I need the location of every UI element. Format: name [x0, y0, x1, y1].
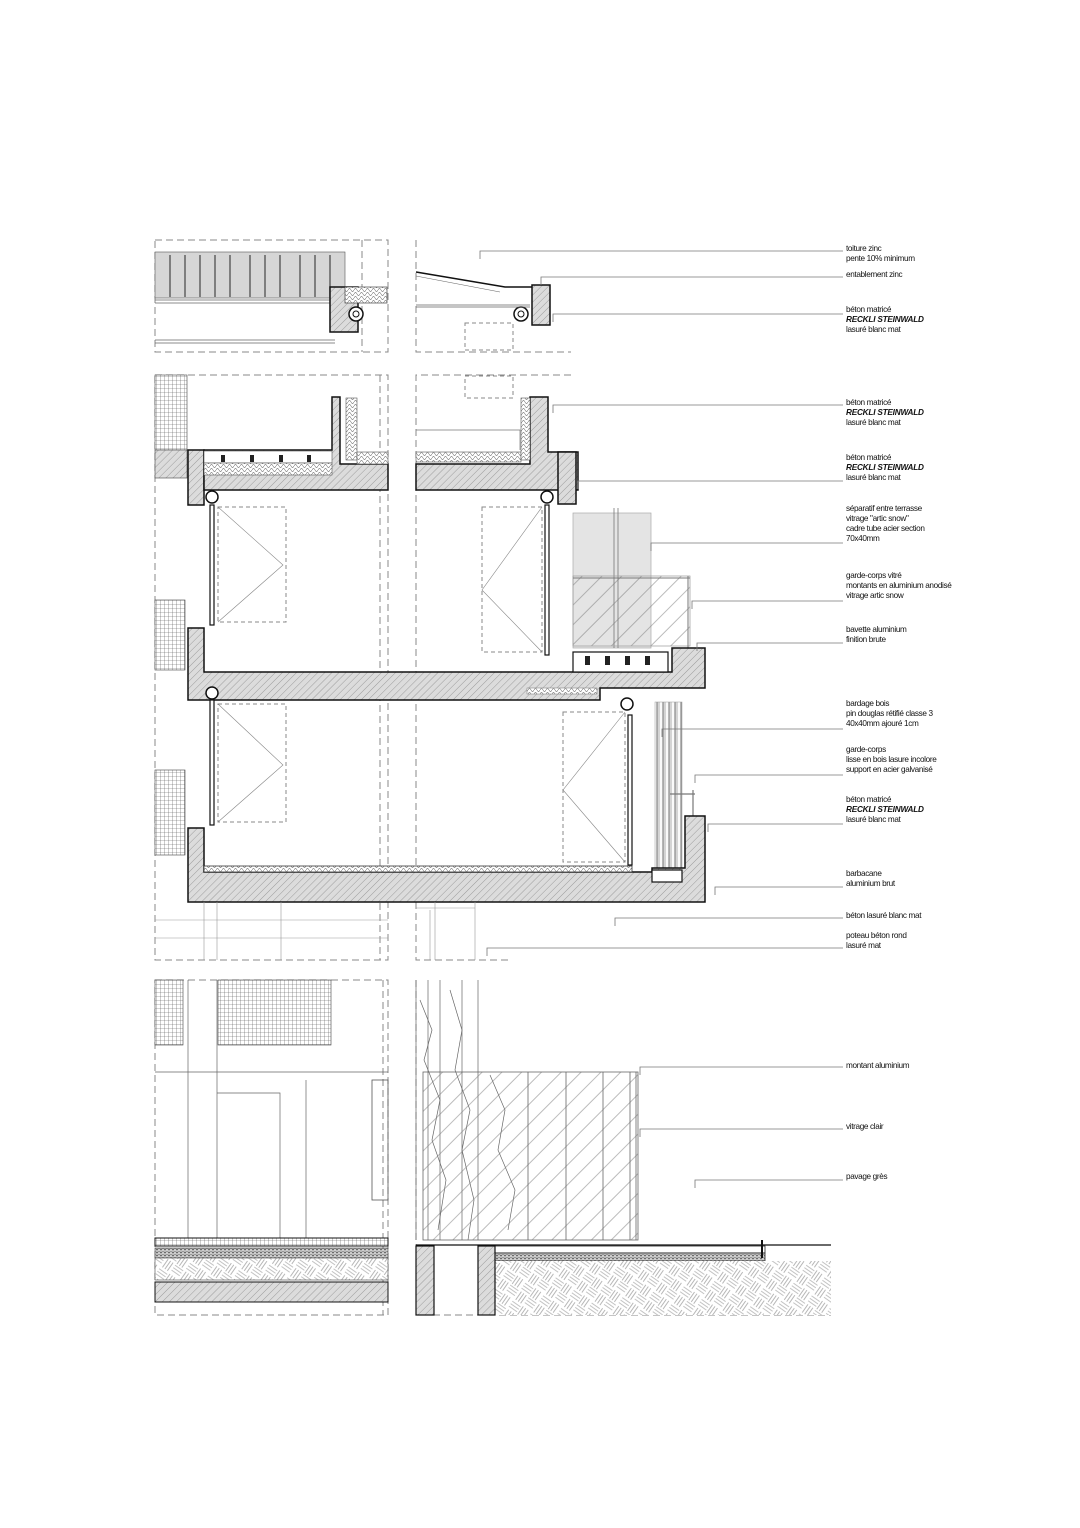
leader-line [640, 1067, 843, 1075]
upper-slab [155, 375, 578, 505]
annotation-line: lasuré blanc mat [846, 815, 901, 824]
annotation-line: bavette aluminium [846, 625, 907, 634]
annotation-separatif-terrasse [846, 504, 925, 544]
annotation-line: entablement zinc [846, 270, 903, 279]
annotation-line: RECKLI STEINWALD [846, 805, 924, 814]
annotation-beton-matrice-1 [846, 305, 924, 335]
lower-floor [155, 700, 705, 960]
leader-line [640, 1129, 843, 1137]
annotation-line: montant aluminium [846, 1061, 910, 1070]
annotation-line: 40x40mm ajouré 1cm [846, 719, 919, 728]
leader-line [695, 1180, 843, 1188]
annotation-line: pente 10% minimum [846, 254, 915, 263]
annotation-line: finition brute [846, 635, 886, 644]
annotation-barbacane [846, 869, 895, 889]
annotation-beton-matrice-3 [846, 453, 924, 483]
annotation-pavage-gres [846, 1172, 887, 1182]
annotation-line: barbacane [846, 869, 882, 878]
annotation-bardage-bois [846, 699, 933, 729]
leader-line [480, 251, 843, 259]
leader-line [553, 314, 843, 322]
leader-line [615, 918, 843, 926]
annotation-line: garde-corps vitré [846, 571, 902, 580]
annotation-line: montants en aluminium anodisé [846, 581, 952, 590]
leader-line [692, 601, 843, 609]
annotation-garde-corps-bois [846, 745, 936, 775]
roof-detail [155, 252, 550, 350]
annotation-beton-matrice-4 [846, 795, 924, 825]
middle-floor [155, 505, 705, 710]
leader-line [651, 543, 843, 551]
leader-line [541, 277, 843, 285]
annotation-line: bardage bois [846, 699, 890, 708]
annotation-beton-matrice-2 [846, 398, 924, 428]
annotation-bavette-aluminium [846, 625, 907, 645]
annotation-line: cadre tube acier section [846, 524, 925, 533]
ground-floor [155, 980, 831, 1315]
annotation-line: lasuré mat [846, 941, 881, 950]
annotation-line: béton matricé [846, 453, 892, 462]
annotation-line: béton lasuré blanc mat [846, 911, 922, 920]
annotation-poteau-beton [846, 931, 907, 951]
leader-line [695, 775, 843, 783]
leader-line [578, 481, 843, 489]
leader-line [715, 887, 843, 895]
annotation-line: lasuré blanc mat [846, 325, 901, 334]
annotation-entablement-zinc [846, 270, 902, 280]
annotation-vitrage-clair [846, 1122, 883, 1132]
annotation-line: lasuré blanc mat [846, 418, 901, 427]
annotation-line: RECKLI STEINWALD [846, 408, 924, 417]
leader-line [487, 948, 843, 956]
annotation-line: support en acier galvanisé [846, 765, 933, 774]
annotation-line: séparatif entre terrasse [846, 504, 922, 513]
leader-line [553, 405, 843, 413]
annotation-line: RECKLI STEINWALD [846, 315, 924, 324]
leader-line [697, 643, 843, 651]
annotation-line: vitrage clair [846, 1122, 884, 1131]
leader-line [662, 729, 843, 737]
annotation-line: pavage grès [846, 1172, 888, 1181]
annotation-line: béton matricé [846, 305, 892, 314]
annotation-line: béton matricé [846, 795, 892, 804]
annotation-line: RECKLI STEINWALD [846, 463, 924, 472]
annotation-line: béton matricé [846, 398, 892, 407]
annotation-line: toiture zinc [846, 244, 882, 253]
annotation-line: vitrage artic snow [846, 591, 904, 600]
annotation-line: poteau béton rond [846, 931, 907, 940]
annotation-line: pin douglas rétifié classe 3 [846, 709, 933, 718]
annotation-line: vitrage "artic snow" [846, 514, 909, 523]
annotation-line: garde-corps [846, 745, 886, 754]
leader-line [708, 824, 843, 832]
annotation-beton-lasure [846, 911, 921, 921]
annotation-garde-corps-vitre [846, 571, 951, 601]
annotation-line: aluminium brut [846, 879, 895, 888]
annotation-montant-aluminium [846, 1061, 909, 1071]
annotation-toiture-zinc [846, 244, 915, 264]
annotation-line: lasuré blanc mat [846, 473, 901, 482]
annotation-line: lisse en bois lasure incolore [846, 755, 937, 764]
annotation-line: 70x40mm [846, 534, 880, 543]
